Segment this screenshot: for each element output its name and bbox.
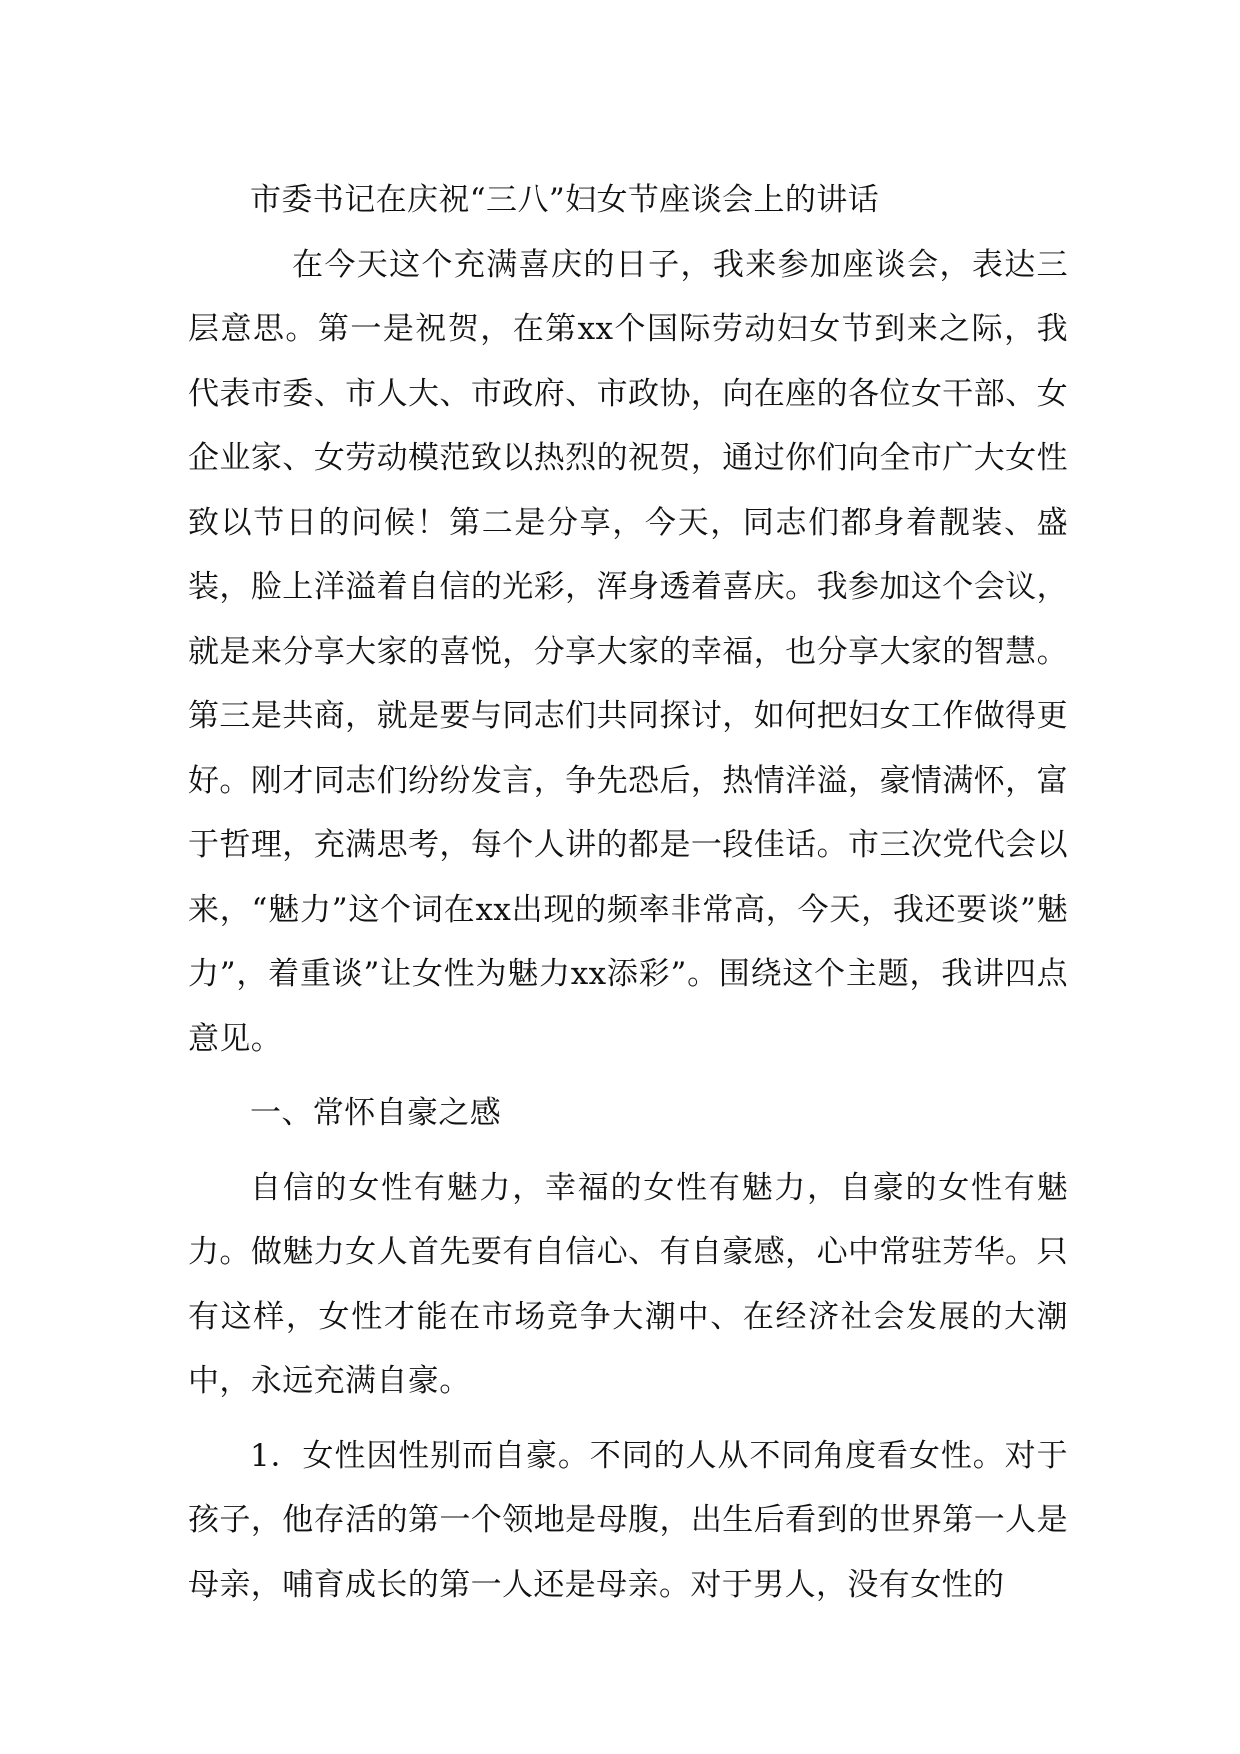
document-title: 市委书记在庆祝“三八”妇女节座谈会上的讲话 <box>250 182 880 218</box>
document-body <box>188 168 1068 1617</box>
spacer <box>188 1071 1068 1081</box>
section-1-paragraph: 自信的女性有魅力，幸福的女性有魅力，自豪的女性有魅力。做魅力女人首先要有自信心、有自豪感，心中常驻芳华。只有这样，女性才能在市场竞争大潮中、在经济社会发展的大潮中，永远充满自豪。 <box>188 1169 1068 1399</box>
spacer <box>188 1414 1068 1424</box>
spacer <box>188 1146 1068 1156</box>
section-heading-1: 一、常怀自豪之感 <box>250 1095 502 1131</box>
point-1-paragraph: 1．女性因性别而自豪。不同的人从不同角度看女性。对于孩子，他存活的第一个领地是母腹，出生后看到的世界第一人是母亲，哺育成长的第一人还是母亲。对于男人，没有女性的 <box>188 1437 1068 1603</box>
intro-paragraph: 在今天这个充满喜庆的日子，我来参加座谈会，表达三层意思。第一是祝贺，在第xx个国际劳动妇女节到来之际，我代表市委、市人大、市政府、市政协，向在座的各位女干部、女企业家、女劳动模范致以热烈的祝贺，通过你们向全市广大女性致以节日的问候！第二是分享，今天，同志们都身着靓装、盛装，脸上洋溢着自信的光彩，浑身透着喜庆。我参加这个会议，就是来分享大家的喜悦，分享大家的幸福，也分享大家的智慧。第三是共商，就是要与同志们共同探讨，如何把妇女工作做得更好。刚才同志们纷纷发言，争先恐后，热情洋溢，豪情满怀，富于哲理，充满思考，每个人讲的都是一段佳话。市三次党代会以来，“魅力”这个词在xx出现的频率非常高，今天，我还要谈”魅力”，着重谈”让女性为魅力xx添彩”。围绕这个主题，我讲四点意见。 <box>188 246 1068 1057</box>
